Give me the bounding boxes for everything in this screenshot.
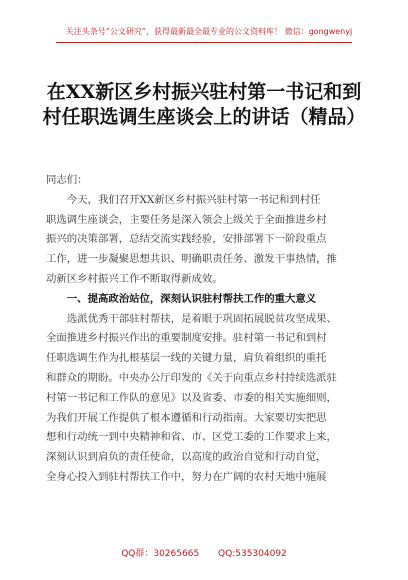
text-line: 全面推进乡村振兴作出的重要制度安排。驻村第一书记和到村 [46, 332, 327, 345]
text-line: 想和行动统一到中央精神和省、市、区党工委的工作要求上来， [46, 431, 337, 444]
paragraph-intro [46, 191, 362, 290]
header-banner: 关注头条号“公文研究”，获得最新最全最专业的公文资料库！ 微信：gongwenyj [65, 27, 353, 36]
text-line: 振兴的决策部署，总结交流实践经验，安排部署下一阶段重点 [46, 233, 327, 246]
footer-qq-group: QQ群：30265665 [121, 549, 200, 559]
text-line: 今天，我们召开XX新区乡村振兴驻村第一书记和到村任 [66, 193, 321, 206]
header-divider [56, 42, 352, 43]
text-line: 任职选调生作为扎根基层一线的关键力量，肩负着组织的重托 [46, 352, 327, 365]
text-line: 深刻认识到肩负的责任使命，以高度的政治自觉和行动自觉， [46, 451, 327, 464]
document-body [46, 171, 362, 488]
salutation: 同志们： [46, 174, 88, 186]
text-line: 全身心投入到驻村帮扶工作中，努力在广阔的农村天地中施展 [46, 470, 327, 483]
text-line: 职选调生座谈会，主要任务是深入领会上级关于全面推进乡村 [46, 213, 327, 226]
text-line: 选派优秀干部驻村帮扶，是着眼于巩固拓展脱贫攻坚成果、 [66, 312, 337, 325]
section-heading-1: 一、提高政治站位，深刻认识驻村帮扶工作的重大意义 [66, 292, 317, 305]
text-line: 工作，进一步凝聚思想共识、明确职责任务、激发干事热情，推 [46, 253, 337, 266]
text-line: 村第一书记和工作队的意见》以及省委、市委的相关实施细则， [46, 391, 337, 404]
document-title: 在XX新区乡村振兴驻村第一书记和到村任职选调生座谈会上的讲话（精品） [42, 81, 366, 128]
footer-qq-number: QQ:535304092 [218, 549, 287, 559]
paragraph-section-1 [46, 310, 362, 488]
footer-contact [0, 546, 408, 559]
text-line: 动新区乡村振兴工作不断取得新成效。 [46, 272, 223, 285]
text-line: 为我们开展工作提供了根本遵循和行动指南。大家要切实把思 [46, 411, 327, 424]
text-line: 和群众的期盼。中央办公厅印发的《关于向重点乡村持续选派驻 [46, 371, 337, 384]
